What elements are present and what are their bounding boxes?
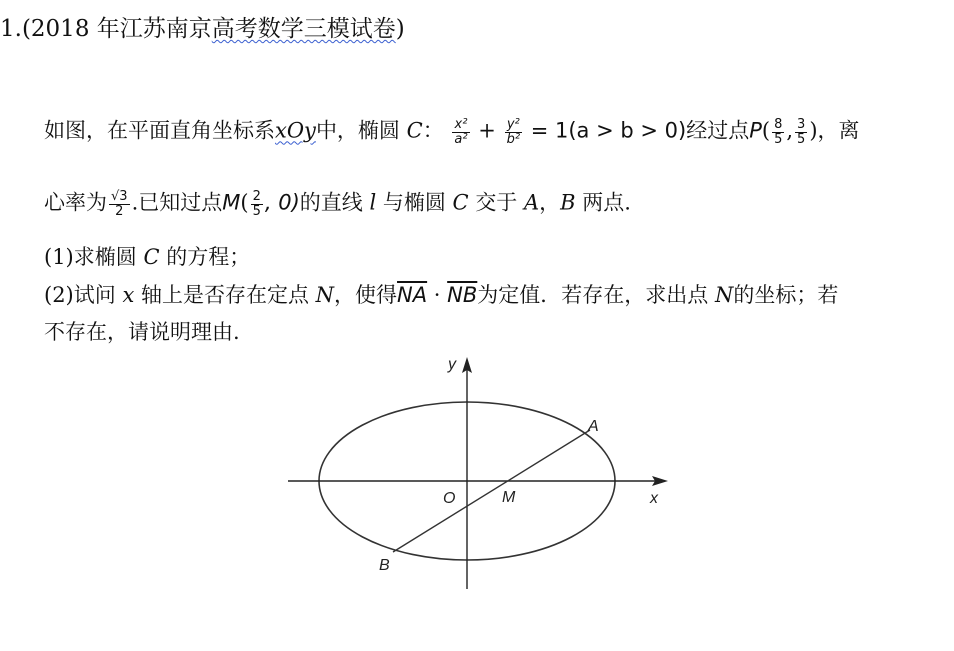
text: (2)试问: [44, 283, 116, 307]
text: 交于: [475, 190, 518, 215]
denominator: 2: [115, 203, 124, 219]
axis-x-name: x: [122, 283, 135, 307]
text: 经过点: [686, 118, 750, 143]
denominator: 5: [252, 203, 261, 219]
ellipse-figure: [280, 345, 680, 595]
line-l: [393, 430, 590, 552]
denominator: 5: [774, 131, 783, 147]
question-2-continued: [44, 322, 240, 343]
text: 轴上是否存在定点: [140, 283, 309, 307]
text: ，: [539, 190, 561, 215]
line-name: l: [369, 190, 377, 215]
text: 中，椭圆: [315, 118, 400, 143]
paren: (: [240, 190, 249, 215]
text: 不存在，请说明理由.: [44, 320, 240, 344]
text: 为定值．若存在，求出点: [477, 283, 709, 307]
text: 的直线: [299, 190, 363, 215]
point-n: N: [714, 283, 734, 307]
comma: ,: [786, 118, 794, 143]
label-o: O: [443, 490, 456, 507]
label-a: A: [588, 418, 599, 435]
ellipse-name: C: [452, 190, 469, 215]
text: (1)求椭圆: [44, 245, 137, 269]
label-y: y: [448, 356, 456, 373]
label-x: x: [650, 490, 658, 507]
text: 的坐标；若: [733, 283, 839, 307]
point-b: B: [560, 190, 576, 215]
problem-header: [0, 18, 405, 41]
text: .已知过点: [131, 190, 223, 215]
text: 的方程；: [166, 245, 251, 269]
numerator: 3: [797, 117, 806, 132]
dot-operator: ·: [433, 283, 441, 307]
fraction-eccentricity: [109, 190, 130, 218]
point-n: N: [315, 283, 335, 307]
problem-line-2: [44, 190, 631, 218]
paren: (: [761, 118, 771, 143]
numerator: 8: [774, 117, 783, 132]
text: 如图，在平面直角坐标系: [44, 118, 275, 143]
label-b: B: [379, 557, 390, 574]
denominator: 5: [797, 131, 806, 147]
header-prefix: 1.(2018 年江苏南京: [0, 16, 212, 42]
fraction-py: [795, 118, 807, 146]
m-rest: , 0): [264, 190, 300, 215]
vector-na: $\overline{NA}$: [397, 283, 428, 307]
text: ，使得: [334, 283, 398, 307]
text: 心率为: [44, 190, 107, 215]
label-m: M: [502, 489, 516, 506]
denominator: b²: [506, 131, 521, 147]
problem-line-1: [44, 118, 860, 146]
equation-rest: = 1(a > b > 0): [530, 118, 687, 143]
fraction-y: [505, 118, 522, 146]
text: 两点.: [582, 190, 631, 215]
point-a: A: [524, 190, 540, 215]
point-p: P: [749, 118, 762, 143]
text: ：: [422, 118, 444, 143]
numerator: 2: [252, 189, 261, 204]
xoy-label: xOy: [275, 118, 316, 143]
denominator: a²: [454, 131, 468, 147]
paren: ): [809, 118, 818, 143]
vector-nb: $\overline{NB}$: [447, 283, 478, 307]
point-m: M: [222, 190, 241, 215]
text: ，离: [817, 118, 860, 143]
question-1: [44, 247, 250, 268]
question-2: [44, 285, 838, 306]
ellipse-name: C: [406, 118, 423, 143]
numerator: y²: [505, 118, 522, 133]
plus-sign: +: [478, 118, 496, 143]
ellipse-name: C: [143, 245, 160, 269]
fraction-x: [452, 118, 469, 146]
fraction-px: [772, 118, 784, 146]
numerator: x²: [452, 118, 469, 133]
header-source: 高考数学三模试卷: [211, 16, 396, 42]
fraction-mx: [251, 190, 263, 218]
header-suffix: ): [395, 16, 405, 42]
text: 与椭圆: [382, 190, 446, 215]
numerator: √3: [111, 189, 128, 204]
